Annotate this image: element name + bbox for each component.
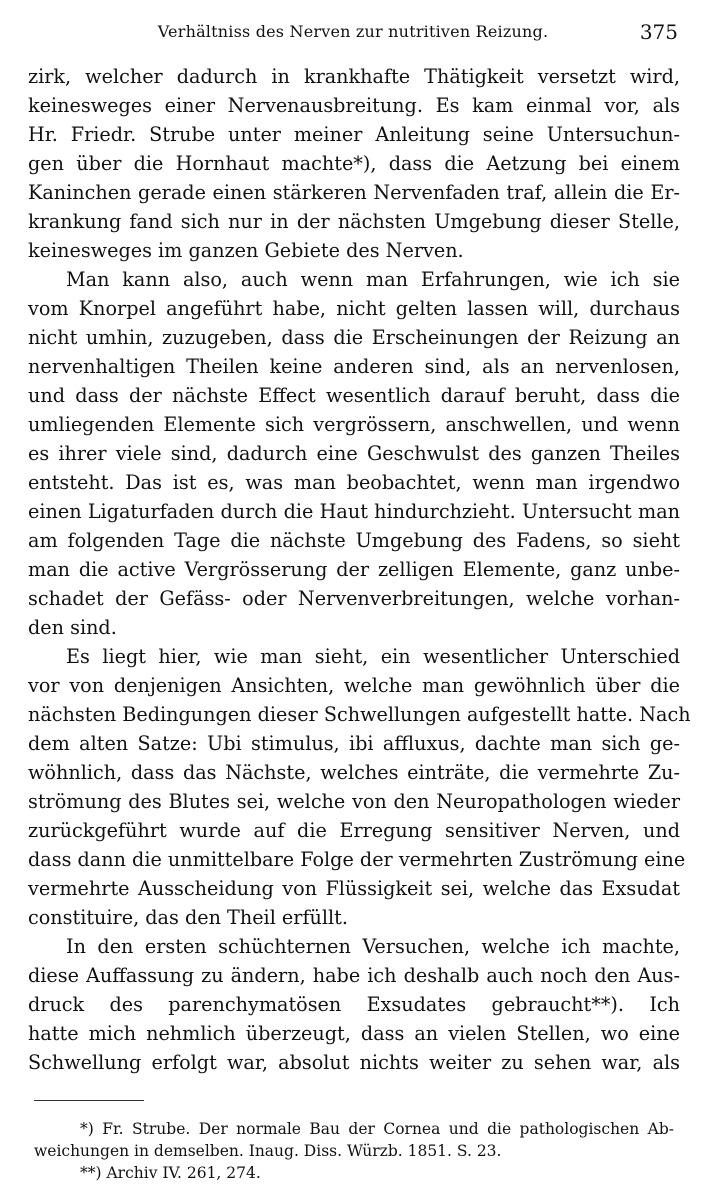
footnote-line: *) Fr. Strube. Der normale Bau der Cornea und die pathologischen Ab- [80,1120,674,1138]
text-line: schadet der Gefäss- oder Nervenverbreitungen, welche vorhan- [28,587,680,610]
text-line: man die active Vergrösserung der zelligen Elemente, ganz unbe- [28,558,680,581]
text-line: strömung des Blutes sei, welche von den Neuropathologen wieder [28,790,680,813]
text-line: Schwellung erfolgt war, absolut nichts weiter zu sehen war, als [28,1051,680,1074]
text-line: dem alten Satze: Ubi stimulus, ibi affluxus, dachte man sich ge- [28,732,680,755]
text-line: Kaninchen gerade einen stärkeren Nervenfaden traf, allein die Er- [28,181,680,204]
text-line: vor von denjenigen Ansichten, welche man gewöhnlich über die [28,674,680,697]
text-line: gen über die Hornhaut machte*), dass die Aetzung bei einem [28,152,680,175]
text-line: am folgenden Tage die nächste Umgebung des Fadens, so sieht [28,529,680,552]
running-head: Verhältniss des Nerven zur nutritiven Reizung. [157,22,549,41]
text-line: wöhnlich, dass das Nächste, welches einträte, die vermehrte Zu- [28,761,680,784]
text-line: Hr. Friedr. Strube unter meiner Anleitung seine Untersuchun- [28,123,680,146]
text-line: und dass der nächste Effect wesentlich darauf beruht, dass die [28,384,680,407]
text-line: nächsten Bedingungen dieser Schwellungen aufgestellt hatte. Nach [28,703,691,726]
text-line: hatte mich nehmlich überzeugt, dass an vielen Stellen, wo eine [28,1022,680,1045]
text-line: einen Ligaturfaden durch die Haut hindurchzieht. Untersucht man [28,500,680,523]
footnotes [34,1118,674,1184]
text-line: keinesweges einer Nervenausbreitung. Es kam einmal vor, als [28,94,680,117]
page-header [28,18,678,48]
text-line: zirk, welcher dadurch in krankhafte Thätigkeit versetzt wird, [28,65,680,88]
text-line: den sind. [28,616,117,639]
page-number: 375 [639,20,678,44]
text-line: umliegenden Elemente sich vergrössern, anschwellen, und wenn [28,413,680,436]
text-line: diese Auffassung zu ändern, habe ich deshalb auch noch den Aus- [28,964,680,987]
text-line: vom Knorpel angeführt habe, nicht gelten lassen will, durchaus [28,297,680,320]
text-line: constituire, das den Theil erfüllt. [28,906,348,929]
text-line: dass dann die unmittelbare Folge der vermehrten Zuströmung eine [28,848,686,871]
text-line: es ihrer viele sind, dadurch eine Geschwulst des ganzen Theiles [28,442,680,465]
text-line: zurückgeführt wurde auf die Erregung sensitiver Nerven, und [28,819,680,842]
text-line: In den ersten schüchternen Versuchen, welche ich machte, [66,935,680,958]
text-line: nicht umhin, zuzugeben, dass die Erscheinungen der Reizung an [28,326,680,349]
text-line: Man kann also, auch wenn man Erfahrungen, wie ich sie [66,268,680,291]
text-line: Es liegt hier, wie man sieht, ein wesentlicher Unterschied [66,645,680,668]
text-line: keinesweges im ganzen Gebiete des Nerven. [28,239,464,262]
text-line: entsteht. Das ist es, was man beobachtet, wenn man irgendwo [28,471,680,494]
text-line: krankung fand sich nur in der nächsten Umgebung dieser Stelle, [28,210,680,233]
footnote-line: weichungen in demselben. Inaug. Diss. Würzb. 1851. S. 23. [34,1142,502,1160]
body-text [28,62,691,1077]
footnote-line: **) Archiv IV. 261, 274. [80,1164,261,1182]
footnote-divider [34,1100,144,1101]
text-line: nervenhaltigen Theilen keine anderen sind, als an nervenlosen, [28,355,680,378]
text-line: vermehrte Ausscheidung von Flüssigkeit sei, welche das Exsudat [28,877,680,900]
text-line: druck des parenchymatösen Exsudates gebraucht**). Ich [28,993,680,1016]
